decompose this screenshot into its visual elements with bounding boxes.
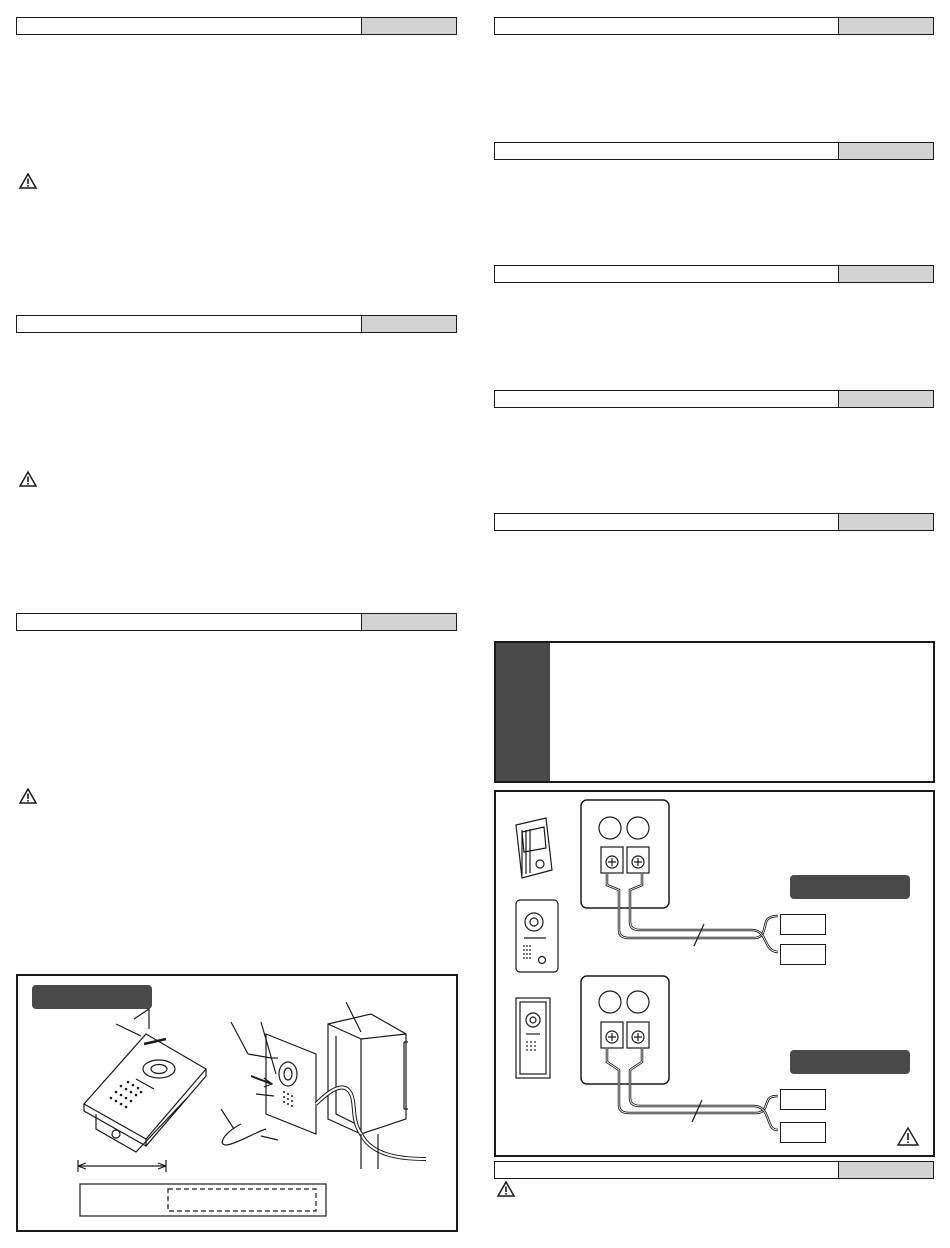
wiring-diagram bbox=[494, 790, 935, 1157]
note-side-bar bbox=[496, 643, 550, 781]
section-tab-3 bbox=[361, 614, 456, 630]
section-tab-2 bbox=[361, 316, 456, 332]
section-tab-4 bbox=[838, 18, 933, 34]
section-header-8 bbox=[494, 513, 934, 531]
section-tab-8 bbox=[838, 514, 933, 530]
warning-triangle-icon bbox=[19, 471, 37, 487]
warning-triangle-icon bbox=[19, 173, 37, 189]
section-tab-7 bbox=[838, 391, 933, 407]
section-header-6 bbox=[494, 265, 934, 283]
section-header-5 bbox=[494, 142, 934, 160]
section-tab-5 bbox=[838, 143, 933, 159]
section-header-4 bbox=[494, 17, 934, 35]
section-tab-6 bbox=[838, 266, 933, 282]
section-header-7 bbox=[494, 390, 934, 408]
section-header-1 bbox=[16, 17, 457, 35]
section-header-2 bbox=[16, 315, 457, 333]
note-box bbox=[494, 641, 935, 783]
warning-triangle-icon bbox=[19, 788, 37, 804]
section-header-9 bbox=[494, 1161, 934, 1179]
section-tab-1 bbox=[361, 18, 456, 34]
section-tab-9 bbox=[838, 1162, 933, 1178]
warning-triangle-icon bbox=[497, 1181, 515, 1197]
section-header-3 bbox=[16, 613, 457, 631]
installation-diagram bbox=[16, 974, 458, 1232]
